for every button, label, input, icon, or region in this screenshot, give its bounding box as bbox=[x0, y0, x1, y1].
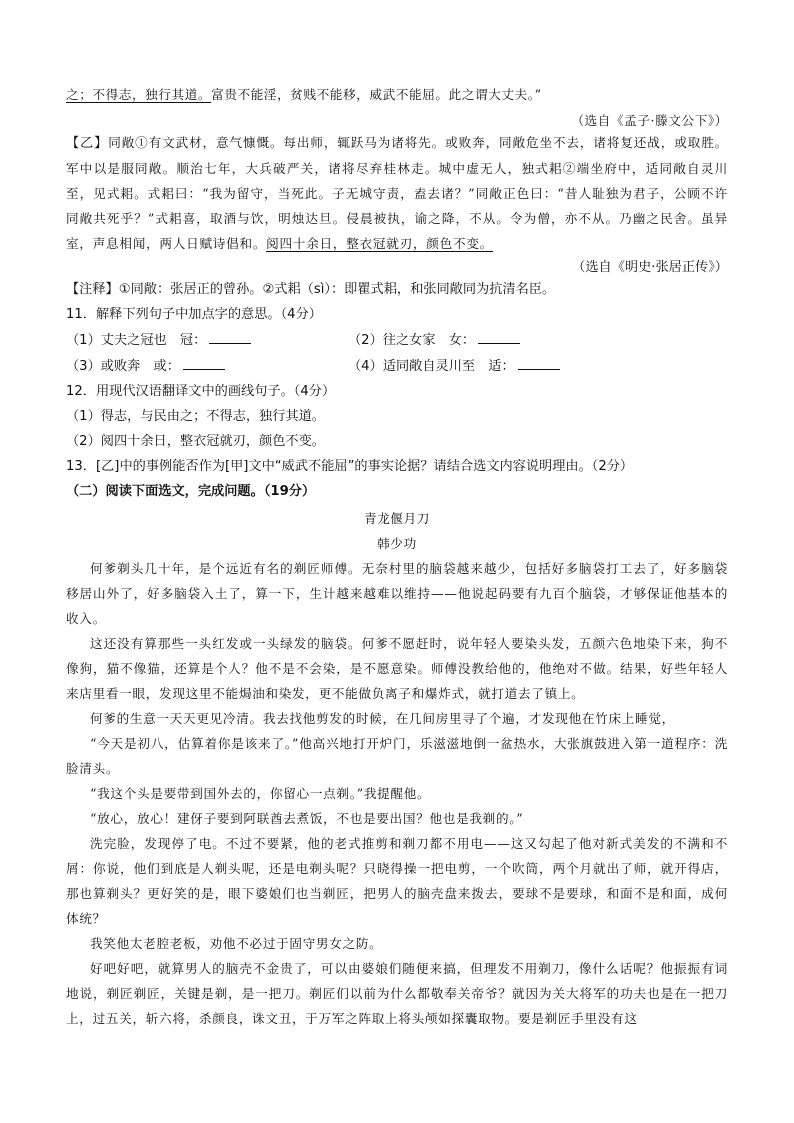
answer-blank-1[interactable] bbox=[209, 331, 251, 344]
q11-item-2: （2）往之女家 女： bbox=[348, 331, 630, 349]
section2-heading: （二）阅读下面选文，完成问题。（19分） bbox=[66, 484, 316, 499]
story-paragraph: 我笑他太老腔老板，劝他不必过于固守男女之防。 bbox=[90, 936, 383, 951]
jia-underlined-sentence: 之；不得志，独行其道。 bbox=[66, 87, 212, 102]
q11-row-2 bbox=[66, 357, 728, 375]
yi-passage bbox=[66, 130, 728, 256]
story-paragraph: 何爹的生意一天天更见冷清。我去找他剪发的时候，在几间房里寻了个遍，才发现他在竹床上睡觉， bbox=[90, 711, 675, 726]
q11-item-1: （1）丈夫之冠也 冠： bbox=[66, 331, 348, 349]
exam-page bbox=[66, 84, 728, 1031]
q13-stem: 13．[乙]中的事例能否作为[甲]文中“威武不能屈”的事实论据？请结合选文内容说明理由。（2分） bbox=[66, 459, 634, 474]
answer-blank-2[interactable] bbox=[478, 331, 520, 344]
q11-row-1 bbox=[66, 331, 728, 349]
story-title: 青龙偃月刀 bbox=[364, 511, 430, 526]
story-paragraph: “今天是初八，估算着你是该来了。”他高兴地打开炉门，乐滋滋地倒一盆热水，大张旗鼓进入第一道程序：洗脸清头。 bbox=[66, 736, 728, 776]
answer-blank-4[interactable] bbox=[518, 357, 560, 370]
q12-item-1: （1）得志，与民由之；不得志，独行其道。 bbox=[66, 409, 325, 424]
q11-item-3: （3）或败奔 或： bbox=[66, 357, 348, 375]
story-paragraph: 这还没有算那些一头红发或一头绿发的脑袋。何爹不愿赶时，说年轻人要染头发，五颜六色地染下来，狗不像狗，猫不像猫，还算是个人？他不是不会染，是不愿意染。师傅没教给他的，他绝对不做。结果，好些年轻人来店里看一眼，发现这里不能焗油和染发，更不能做负离子和爆炸式，就打道去了镇上。 bbox=[66, 636, 728, 701]
story-paragraph: 好吧好吧，就算男人的脑壳不金贵了，可以由婆娘们随便来搞，但理发不用剃刀，像什么话呢？他振振有词地说，剃匠剃匠，关键是剃，是一把刀。剃匠们以前为什么都敬奉关帝爷？就因为关大将军的功夫也是在一把刀上，过五关，斩六将，杀颜良，诛文丑，于万军之阵取上将头颅如探囊取物。要是剃匠手里没有这 bbox=[66, 961, 728, 1026]
story-paragraph: 何爹剃头几十年，是个远近有名的剃匠师傅。无奈村里的脑袋越来越少，包括好多脑袋打工去了，好多脑袋移居山外了，好多脑袋入土了，算一下，生计越来越难以维持——他说起码要有九百个脑袋，才够保证他基本的收入。 bbox=[66, 561, 728, 626]
answer-blank-3[interactable] bbox=[183, 357, 225, 370]
story-paragraph: “我这个头是要带到国外去的，你留心一点剃。”我提醒他。 bbox=[90, 786, 431, 801]
jia-rest: 富贵不能淫，贫贱不能移，威武不能屈。此之谓大丈夫。” bbox=[211, 87, 542, 102]
annotation-note: 【注释】①同敞：张居正的曾孙。②式耜（sì）：即瞿式耜，和张同敞同为抗清名臣。 bbox=[66, 282, 556, 297]
story-paragraph: “放心，放心！建伢子要到阿联酋去煮饭，不也是要出国？他也是我剃的。” bbox=[90, 811, 524, 826]
story-author: 韩少功 bbox=[377, 536, 417, 551]
q11-item-4: （4）适同敞自灵川至 适： bbox=[348, 357, 630, 375]
q12-item-2: （2）阅四十余日，整衣冠就刃，颜色不变。 bbox=[66, 434, 325, 449]
jia-source: （选自《孟子·滕文公下》） bbox=[571, 113, 728, 128]
jia-tail-line bbox=[66, 86, 728, 103]
yi-underlined-sentence: 阅四十余日，整衣冠就刃，颜色不变。 bbox=[266, 236, 493, 251]
story-body bbox=[66, 556, 728, 1031]
q12-stem: 12．用现代汉语翻译文中的画线句子。（4分） bbox=[66, 384, 336, 399]
yi-body: 同敞①有文武材，意气慷慨。每出师，辄跃马为诸将先。或败奔，同敞危坐不去，诸将复还战，或取胜。军中以是服同敞。顺治七年，大兵破严关，诸将尽弃桂林走。城中虚无人，独式耜②端坐府中，适同敞自灵川至，见式耜。式耜曰：“我为留守，当死此。子无城守责，盍去诸？”同敞正色曰：“昔人耻独为君子，公顾不许同敞共死乎？”式耜喜，取酒与饮，明烛达旦。侵晨被执，谕之降，不从。令为僧，亦不从。乃幽之民舍。虽异室，声息相闻，两人日赋诗倡和。 bbox=[66, 135, 729, 251]
q11-stem: 11．解释下列句子中加点字的意思。（4分） bbox=[66, 307, 322, 322]
yi-source: （选自《明史·张居正传》） bbox=[572, 260, 728, 275]
story-paragraph: 洗完脸，发现停了电。不过不要紧，他的老式推剪和剃刀都不用电——这又勾起了他对新式美发的不满和不屑：你说，他们到底是人剃头呢，还是电剃头呢？只晓得操一把电剪，一个吹筒，两个月就出了师，就开得店，那也算剃头？更好笑的是，眼下婆娘们也当剃匠，把男人的脑壳盘来拨去，要球不是要球，和面不是和面，成何体统？ bbox=[66, 836, 728, 926]
yi-tag: 【乙】 bbox=[66, 136, 109, 151]
